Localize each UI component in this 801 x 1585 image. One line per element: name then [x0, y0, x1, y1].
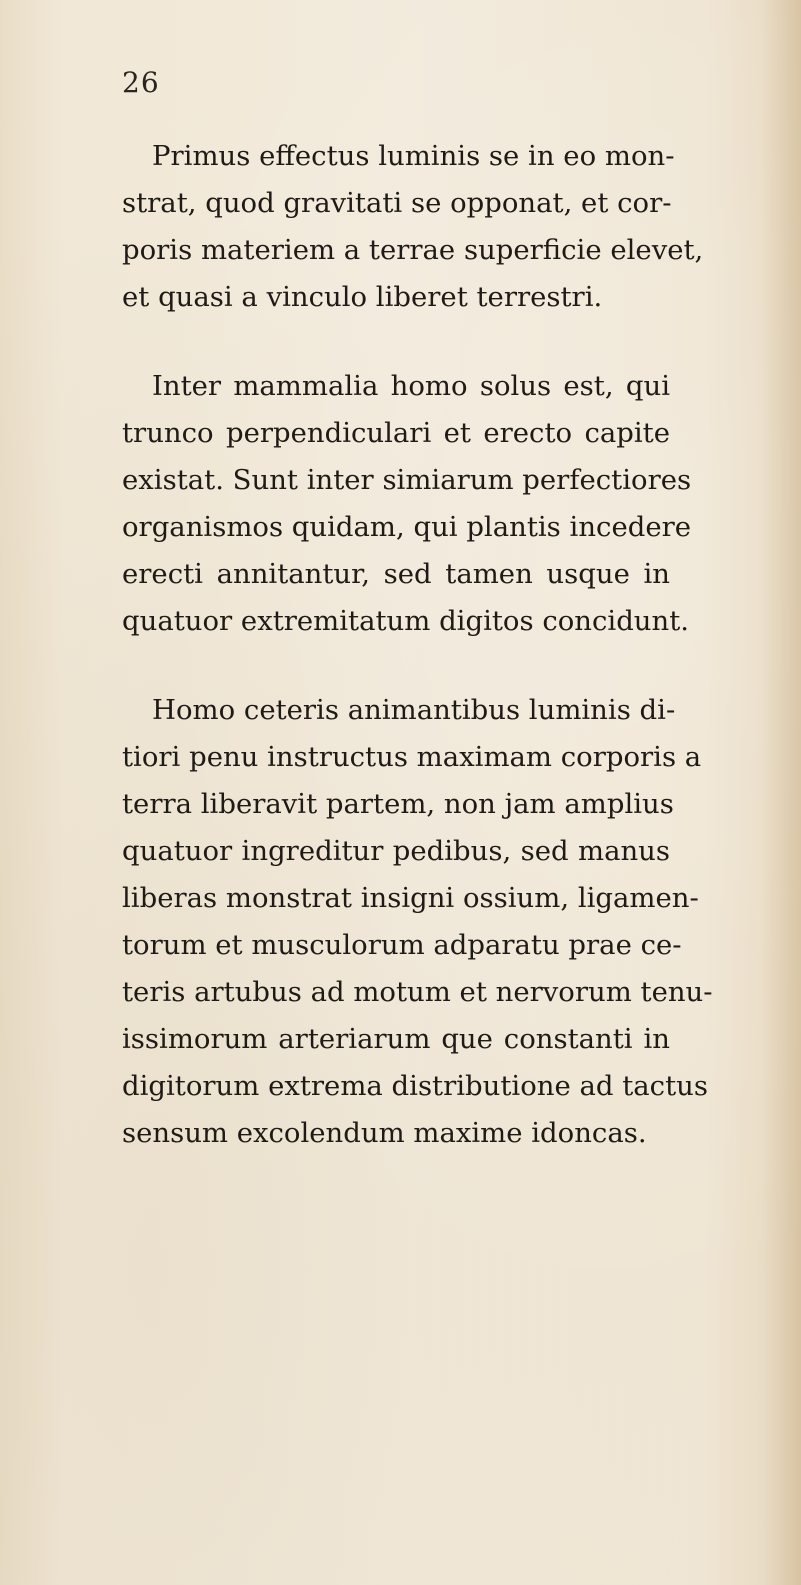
- text-line: strat, quod gravitati se opponat, et cor-: [122, 187, 672, 219]
- text-line: existat. Sunt inter simiarum perfectiores: [122, 464, 692, 496]
- text-line: et quasi a vinculo liberet terrestri.: [122, 281, 603, 313]
- body-text: [122, 133, 713, 1199]
- page-edge-shadow: [761, 0, 801, 1585]
- text-line: teris artubus ad motum et nervorum tenu-: [122, 976, 713, 1008]
- text-line: issimorum arteriarum que constanti in: [122, 1023, 670, 1055]
- text-line: quatuor extremitatum digitos concidunt.: [122, 605, 690, 637]
- text-line: Inter mammalia homo solus est, qui: [152, 370, 670, 402]
- text-line: Primus effectus luminis se in eo mon-: [152, 140, 675, 172]
- page-number: 26: [122, 66, 160, 99]
- text-line: erecti annitantur, sed tamen usque in: [122, 558, 670, 590]
- text-line: Homo ceteris animantibus luminis di-: [152, 694, 676, 726]
- text-line: tiori penu instructus maximam corporis a: [122, 741, 702, 773]
- paragraph-1: [122, 133, 704, 321]
- text-line: trunco perpendiculari et erecto capite: [122, 417, 670, 449]
- text-line: terra liberavit partem, non jam amplius: [122, 788, 674, 820]
- paragraph-2: [122, 363, 692, 645]
- paragraph-3: [122, 687, 713, 1157]
- text-line: quatuor ingreditur pedibus, sed manus: [122, 835, 670, 867]
- text-line: liberas monstrat insigni ossium, ligamen-: [122, 882, 699, 914]
- text-line: sensum excolendum maxime idoncas.: [122, 1117, 647, 1149]
- text-line: organismos quidam, qui plantis incedere: [122, 511, 692, 543]
- text-line: poris materiem a terrae superficie elevet,: [122, 234, 704, 266]
- text-line: torum et musculorum adparatu prae ce-: [122, 929, 682, 961]
- text-line: digitorum extrema distributione ad tactus: [122, 1070, 708, 1102]
